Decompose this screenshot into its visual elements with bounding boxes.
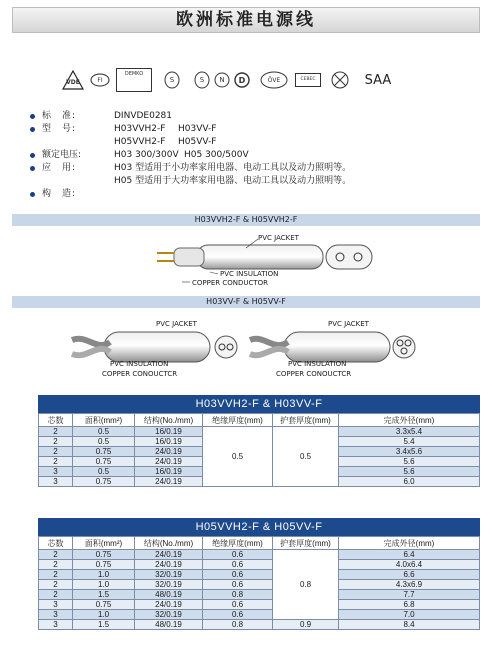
table-row: 3 1.0 32/0.19 0.6 7.0 [39,610,480,620]
header-insulation: 绝缘厚度(mm) [203,414,273,427]
label-pvc-insulation-2: PVC INSULATION [110,360,169,368]
bullet-icon [30,192,35,197]
header-structure: 结构(No./mm) [135,537,203,550]
table-row: 2 1.0 32/0.19 0.6 6.6 [39,570,480,580]
table-title: H05VVH2-F & H05VV-F [38,518,480,536]
vde-logo-icon: VDE [62,66,84,94]
table-grid [38,413,480,487]
spec-model: 型 号: H03VVH2-F H03VV-F [30,123,470,136]
spec-standard: 标 准: DINVDE0281 [30,110,470,123]
spec-table-h05 [38,518,480,630]
demko-logo-icon: DEMKO [114,66,154,94]
label-copper-conductor-3: COPPER CONOUCTCR [276,370,352,378]
spec-model-2: H05VVH2-F H05VV-F [114,137,217,147]
page-title: 欧洲标准电源线 [12,7,480,33]
fi-logo-icon: FI [90,66,110,94]
spec-construction: 构 造: [30,188,470,201]
semko-logo-icon: S [164,66,180,94]
header-diameter: 完成外径(mm) [339,414,480,427]
header-cores: 芯数 [39,537,73,550]
table-row: 2 0.75 24/0.19 0.6 4.0x6.4 [39,560,480,570]
spec-application: 应 用: H03 型适用于小功率家用电器、电动工具以及动力照明等。 [30,162,470,175]
bullet-icon [30,114,35,119]
header-area: 面积(mm²) [73,537,135,550]
table-row: 2 0.75 24/0.19 5.6 [39,457,480,467]
round-cable-diagram [12,312,480,382]
nemko-logo-icon: N [214,66,230,94]
jacket-merged-cell: 0.8 [273,550,339,620]
round-cable-title: H03VV-F & H05VV-F [12,296,480,308]
table-row: 3 0.5 16/0.19 5.6 [39,467,480,477]
table-row: 3 0.75 24/0.19 0.6 6.8 [39,600,480,610]
table-grid [38,536,480,630]
header-area: 面积(mm²) [73,414,135,427]
label-pvc-jacket-3: PVC JACKET [328,320,369,328]
s-mark-logo-icon: S [194,66,210,94]
flat-cable-diagram [12,228,480,290]
sev-logo-icon [330,66,350,94]
insulation-merged-cell: 0.5 [203,427,273,487]
label-pvc-insulation-3: PVC INSULATION [288,360,347,368]
table-row: 2 1.5 48/0.19 0.8 7.7 [39,590,480,600]
cebec-logo-icon: CEBEC [294,66,322,94]
spec-application-2: H05 型适用于大功率家用电器、电动工具以及动力照明等。 [114,176,352,186]
table-row: 2 0.5 16/0.19 5.4 [39,437,480,447]
label-pvc-jacket: PVC JACKET [258,234,299,242]
header-insulation: 绝缘厚度(mm) [203,537,273,550]
bullet-icon [30,153,35,158]
table-row: 2 0.75 24/0.19 0.6 0.8 6.4 [39,550,480,560]
spec-voltage: 额定电压: H03 300/300V H05 300/500V [30,149,470,162]
ove-logo-icon: ÖVE [260,66,288,94]
spec-table-h03 [38,395,480,487]
table-row: 2 0.75 24/0.19 3.4x5.6 [39,447,480,457]
d-mark-logo-icon: D [234,66,250,94]
table-row: 2 0.5 16/0.19 0.5 0.5 3.3x5.4 [39,427,480,437]
table-row: 2 1.0 32/0.19 0.6 4.3x6.9 [39,580,480,590]
label-copper-conductor-2: COPPER CONOUCTCR [102,370,178,378]
bullet-icon [30,127,35,132]
jacket-merged-cell: 0.5 [273,427,339,487]
table-title: H03VVH2-F & H03VV-F [38,395,480,413]
bullet-icon [30,166,35,171]
label-copper-conductor: COPPER CONDUCTOR [192,279,269,287]
label-pvc-jacket-2: PVC JACKET [156,320,197,328]
header-jacket: 护套厚度(mm) [273,537,339,550]
table-row: 3 0.75 24/0.19 6.0 [39,477,480,487]
certification-logos [62,66,402,94]
label-pvc-insulation: PVC INSULATION [220,270,279,278]
header-cores: 芯数 [39,414,73,427]
header-diameter: 完成外径(mm) [339,537,480,550]
header-jacket: 护套厚度(mm) [273,414,339,427]
saa-logo-icon: SAA [364,72,392,88]
spec-list [30,110,470,201]
table-row: 3 1.5 48/0.19 0.8 0.9 8.4 [39,620,480,630]
flat-cable-title: H03VVH2-F & H05VVH2-F [12,214,480,226]
header-structure: 结构(No./mm) [135,414,203,427]
